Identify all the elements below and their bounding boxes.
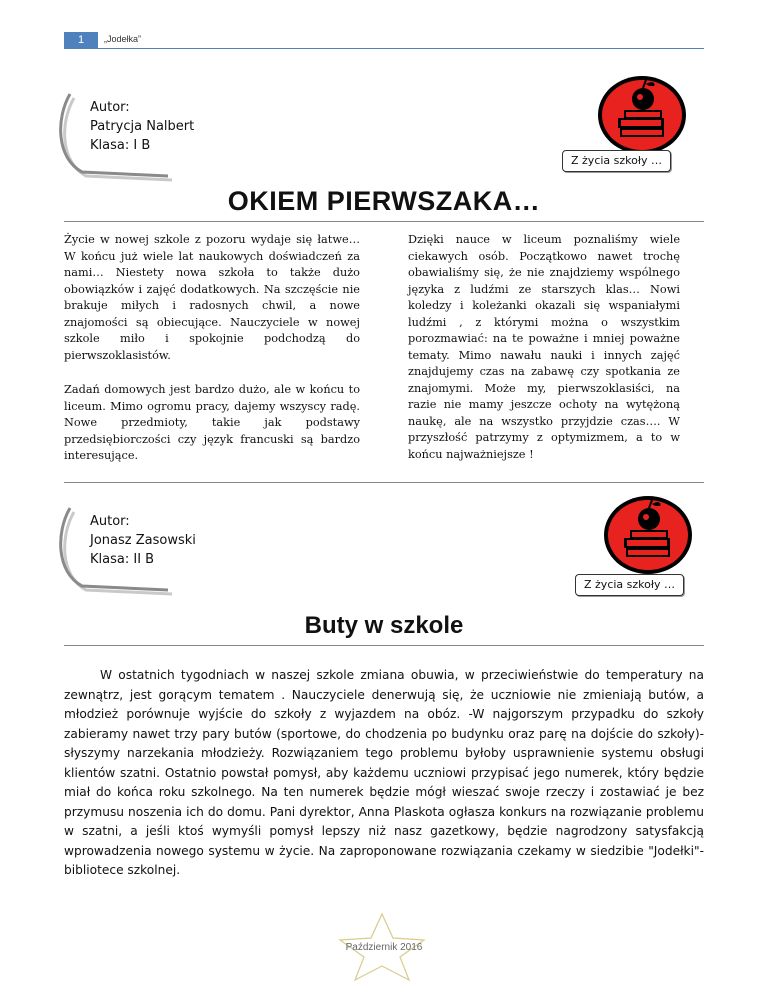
header-rule bbox=[64, 48, 704, 49]
paragraph: Zadań domowych jest bardzo dużo, ale w końcu to liceum. Mimo ogromu pracy, dajemy wszyscy radę. Nowe przedmioty, takie jak podstawy przedsiębiorczości czy język francuski są bardzo interesujące. bbox=[64, 383, 360, 462]
article-divider bbox=[64, 482, 704, 483]
article-title: OKIEM PIERWSZAKA… bbox=[227, 186, 541, 216]
paragraph: Dzięki nauce w liceum poznaliśmy wiele ciekawych osób. Początkowo nawet trochę obawialiśmy się, że nie znajdziemy wspólnego języka z ludźmi ze starszych klas… Nowi koledzy i koleżanki okazali się wspaniałymi ludźmi , z którymi można o wszystkim porozmawiać: na te poważne i mniej poważne tematy. Mimo nawału nauki i innych zajęć znajdujemy czas na zabawę czy spotkania ze znajomymi. Może my, pierwszoklasiści, na razie nie mamy jeszcze ochoty na wytężoną naukę, ale na wszystko przyjdzie czas…. W przyszłość patrzymy z optymizmem, a to w końcu najważniejsze ! bbox=[408, 233, 680, 461]
article-title: Buty w szkole bbox=[304, 612, 464, 639]
left-column bbox=[64, 232, 360, 483]
class-label: Klasa: I B bbox=[90, 138, 151, 153]
section-tag: Z życia szkoły … bbox=[562, 150, 671, 172]
author-label: Autor: bbox=[90, 100, 130, 115]
author-name: Patrycja Nalbert bbox=[90, 119, 195, 134]
author-block bbox=[90, 512, 196, 569]
footer-date: Październik 2016 bbox=[345, 942, 423, 953]
class-label: Klasa: II B bbox=[90, 552, 155, 567]
title-rule bbox=[64, 221, 704, 222]
title-rule bbox=[64, 645, 704, 646]
right-column bbox=[408, 232, 680, 481]
author-label: Autor: bbox=[90, 514, 130, 529]
paragraph: Życie w nowej szkole z pozoru wydaje się łatwe… W końcu już wiele lat naukowych doświadczeń za nami… Niestety nowa szkoła to także dużo obowiązków i zajęć dodatkowych. Na szczęście nie brakuje miłych i radosnych chwil, a nowe znajomości są obiecujące. Nauczyciele w nowej szkole miło i spokojnie podchodzą do pierwszoklasistów. bbox=[64, 233, 360, 362]
article-body bbox=[64, 666, 704, 881]
author-block bbox=[90, 98, 194, 155]
paragraph: W ostatnich tygodniach w naszej szkole zmiana obuwia, w przeciwieństwie do temperatury na zewnątrz, jest gorącym tematem . Nauczyciele denerwują się, że uczniowie nie zmieniają butów, a młodzież porównuje wyjście do szkoły z wyjazdem na obóz. -W najgorszym przypadku do szkoły zabieramy nawet trzy pary butów (sportowe, do chodzenia po budynku oraz parę na dojście do szkoły)- słyszymy narzekania młodzieży. Rozwiązaniem tego problemu byłoby usprawnienie systemu obsługi klientów szatni. Ostatnio powstał pomysł, aby każdemu uczniowi przypisać jego numerek, który będzie miał do końca roku szkolnego. Na ten numerek będzie mógł wieszać swoje rzeczy i zostawiać je bez przymusu noszenia ich do domu. Pani dyrektor, Anna Plaskota ogłasza konkurs na rozwiązanie problemu w szatni, a jeśli ktoś wymyśli pomysł lepszy niż nasz gazetkowy, będzie nagrodzony satysfakcją wprowadzenia nowego systemu w życie. Na zaproponowane rozwiązania czekamy w siedzibie "Jodełki"- bibliotece szkolnej. bbox=[64, 668, 704, 877]
books-apple-emblem-icon bbox=[602, 494, 694, 576]
author-name: Jonasz Zasowski bbox=[90, 533, 196, 548]
running-title: „Jodełka” bbox=[104, 34, 142, 44]
page-number: 1 bbox=[64, 32, 98, 48]
section-tag: Z życia szkoły … bbox=[575, 574, 684, 596]
books-apple-emblem-icon bbox=[596, 74, 688, 156]
